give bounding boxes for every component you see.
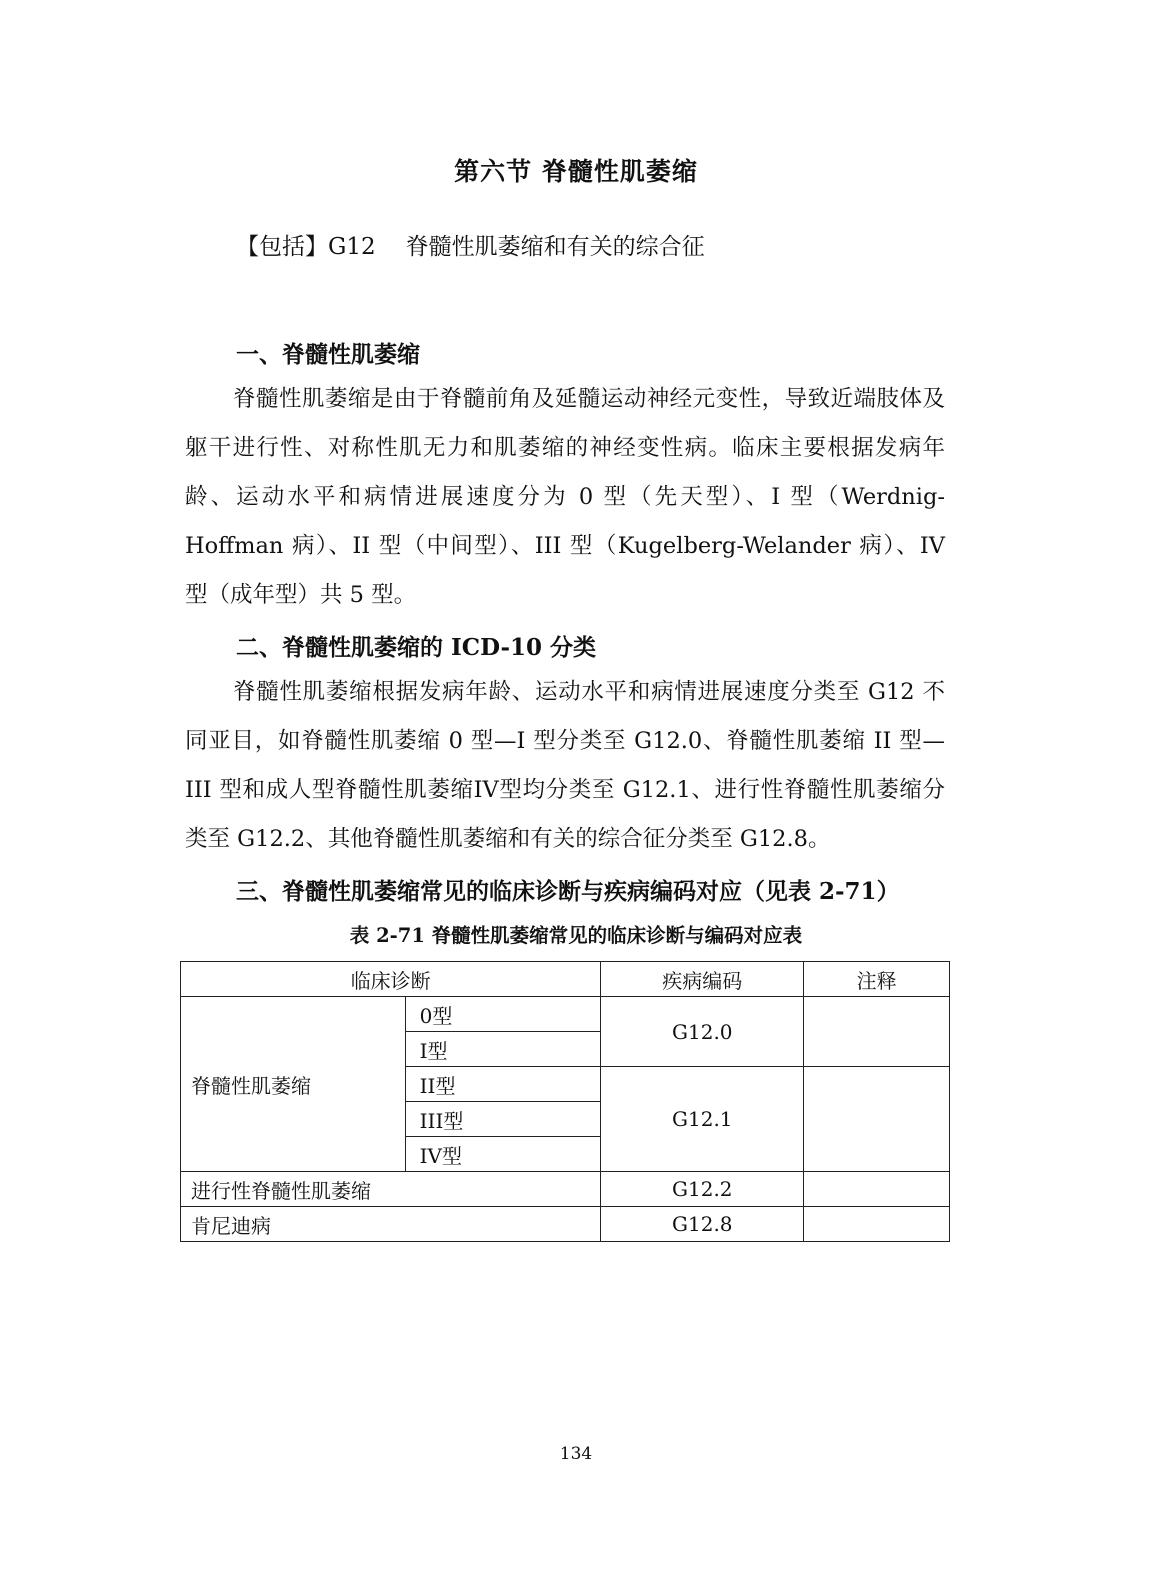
note-cell	[804, 1172, 950, 1207]
heading-1: 一、脊髓性肌萎缩	[236, 341, 420, 368]
include-prefix: 【包括】G12	[236, 234, 376, 260]
page-number: 134	[559, 1444, 593, 1464]
subtype-cell: II型	[405, 1067, 601, 1102]
code-cell: G12.0	[601, 997, 804, 1067]
note-cell	[804, 997, 950, 1067]
diagnosis-cell: 肯尼迪病	[181, 1207, 601, 1242]
table-row	[181, 997, 950, 1032]
include-text: 脊髓性肌萎缩和有关的综合征	[405, 234, 705, 260]
heading-3: 三、脊髓性肌萎缩常见的临床诊断与疾病编码对应（见表 2-71）	[236, 878, 900, 905]
table-row	[181, 1207, 950, 1242]
heading-2: 二、脊髓性肌萎缩的 ICD-10 分类	[236, 634, 597, 661]
table-caption: 表 2-71 脊髓性肌萎缩常见的临床诊断与编码对应表	[349, 924, 803, 947]
header-note: 注释	[804, 962, 950, 997]
paragraph-2: 脊髓性肌萎缩根据发病年龄、运动水平和病情进展速度分类至 G12 不同亚目，如脊髓性肌萎缩 0 型—I 型分类至 G12.0、脊髓性肌萎缩 II 型—III 型和成人型脊髓性肌萎缩IV型均分类至 G12.1、进行性脊髓性肌萎缩分类至 G12.2、其他脊髓性肌萎缩和有关的综合征分类至 G12.8。	[185, 679, 945, 852]
subtype-cell: IV型	[405, 1137, 601, 1172]
code-cell: G12.2	[601, 1172, 804, 1207]
header-diagnosis: 临床诊断	[181, 962, 601, 997]
code-cell: G12.1	[601, 1067, 804, 1172]
table-header-row	[181, 962, 950, 997]
subtype-cell: I型	[405, 1032, 601, 1067]
code-cell: G12.8	[601, 1207, 804, 1242]
section-title: 第六节 脊髓性肌萎缩	[454, 157, 698, 186]
paragraph-1: 脊髓性肌萎缩是由于脊髓前角及延髓运动神经元变性，导致近端肢体及躯干进行性、对称性肌无力和肌萎缩的神经变性病。临床主要根据发病年龄、运动水平和病情进展速度分为 0 型（先天型）、I 型（Werdnig-Hoffman 病）、II 型（中间型）、III 型（Kugelberg-Welander 病）、IV 型（成年型）共 5 型。	[185, 386, 945, 608]
group-label: 脊髓性肌萎缩	[181, 997, 406, 1172]
diagnosis-cell: 进行性脊髓性肌萎缩	[181, 1172, 601, 1207]
header-code: 疾病编码	[601, 962, 804, 997]
table-row	[181, 1172, 950, 1207]
subtype-cell: 0型	[405, 997, 601, 1032]
note-cell	[804, 1207, 950, 1242]
diagnosis-code-table	[180, 961, 950, 1242]
subtype-cell: III型	[405, 1102, 601, 1137]
include-line	[236, 228, 705, 261]
note-cell	[804, 1067, 950, 1172]
